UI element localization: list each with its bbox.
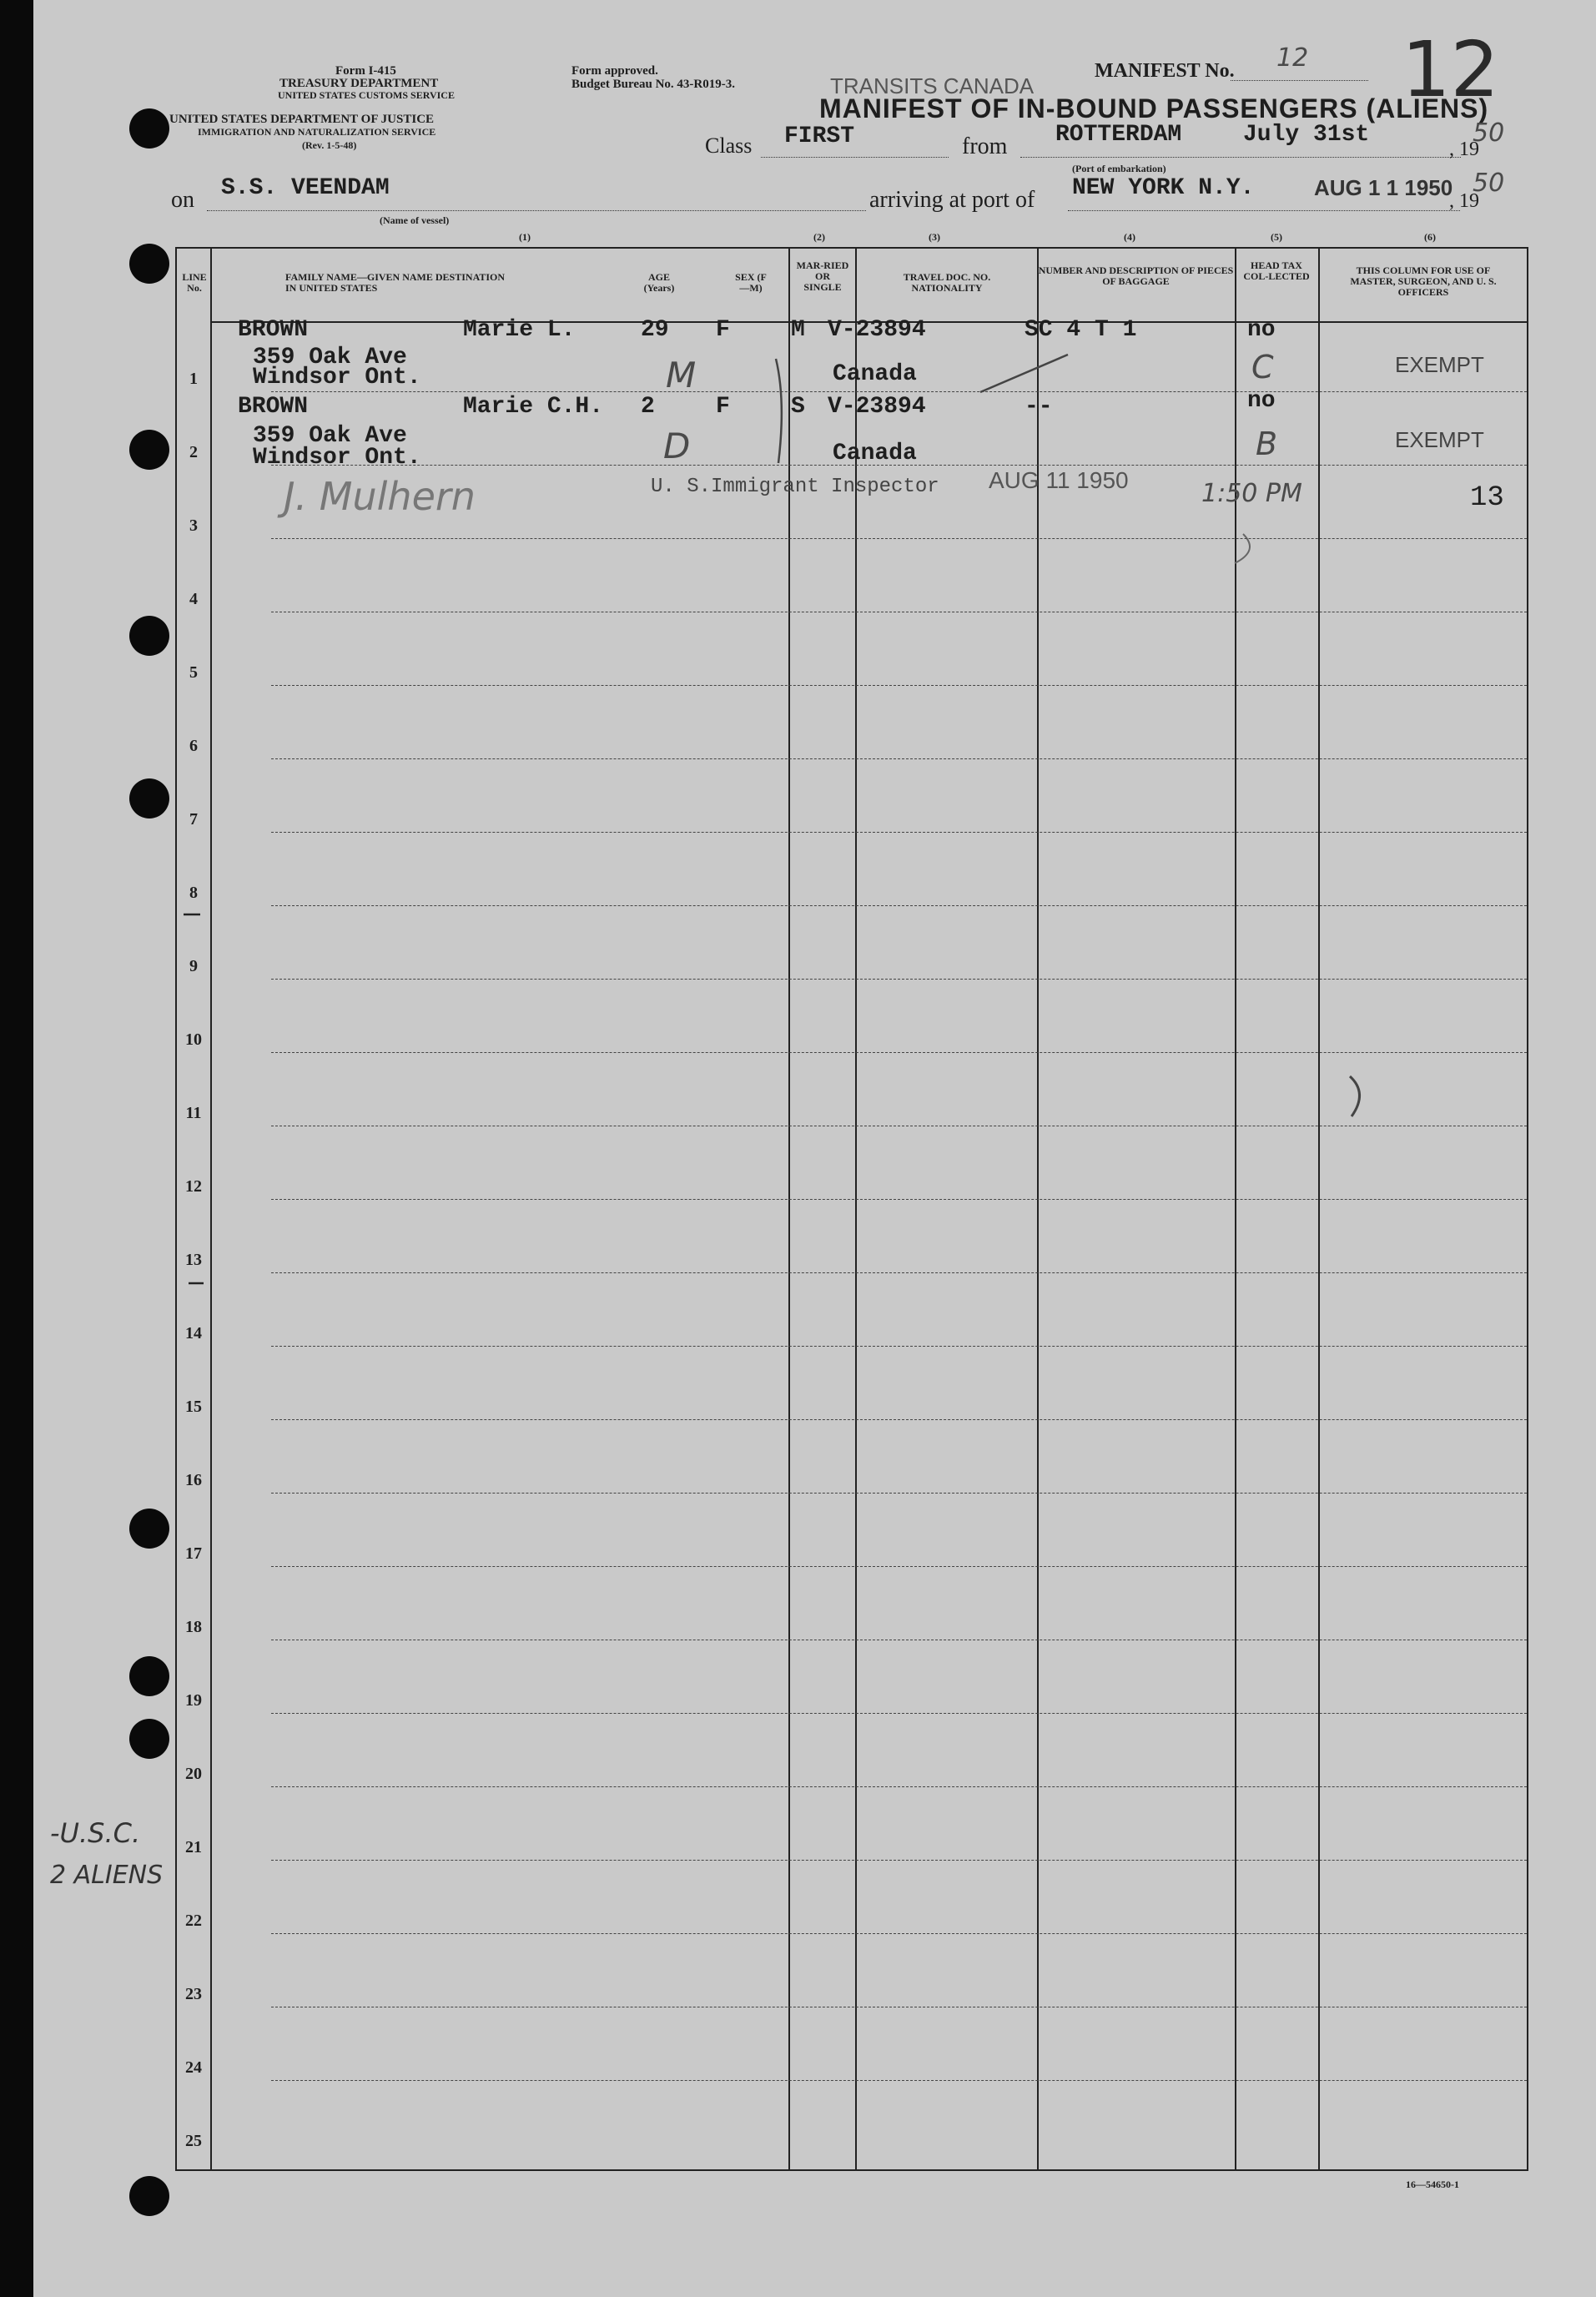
transits-canada-stamp: TRANSITS CANADA [830, 73, 1035, 98]
passenger-1-age: 29 [641, 317, 669, 343]
passenger-2-handwritten-mark: D [663, 426, 691, 466]
row-line [271, 1346, 1527, 1347]
from-value: ROTTERDAM [1055, 122, 1182, 148]
line-number: 25 [185, 2132, 202, 2150]
column-number: (6) [1424, 231, 1436, 243]
passenger-1-head-tax-mark: C [1251, 349, 1274, 385]
header-officers: THIS COLUMN FOR USE OF MASTER, SURGEON, AND U. S. OFFICERS [1350, 264, 1497, 298]
inspector-signature: J. Mulhern [284, 474, 476, 519]
row-line [271, 1272, 1527, 1273]
row-line [271, 2080, 1527, 2081]
line-number: 6 [189, 737, 198, 755]
row-line [271, 979, 1527, 980]
line-number: 17 [185, 1544, 202, 1563]
passenger-2-given-name: Marie C.H. [463, 394, 604, 420]
passenger-1-head-tax: no [1247, 317, 1276, 343]
passenger-2-address-1: 359 Oak Ave [253, 423, 407, 449]
column-number: (3) [929, 231, 940, 243]
line-number: 11 [185, 1104, 202, 1122]
passenger-2-address-2: Windsor Ont. [253, 445, 421, 471]
line-number: 2 [189, 443, 198, 461]
form-revision: (Rev. 1-5-48) [302, 139, 357, 151]
line-number: 10 [185, 1030, 202, 1049]
line-number: 13 [185, 1251, 202, 1269]
header-sex: SEX (F—M) [735, 271, 767, 294]
line-number: 16 [185, 1471, 202, 1489]
line-number: 19 [185, 1691, 202, 1710]
line-number: 21 [185, 1838, 202, 1856]
passenger-2-age: 2 [641, 394, 655, 420]
ins-service: IMMIGRATION AND NATURALIZATION SERVICE [198, 126, 436, 138]
line-number: 8 [189, 884, 198, 902]
passenger-2-travel-doc: V-23894 [828, 394, 926, 420]
passenger-1-nationality: Canada [833, 361, 917, 387]
row-line [271, 1860, 1527, 1861]
column-number: (2) [813, 231, 825, 243]
column-number: (5) [1271, 231, 1282, 243]
manifest-no-value: 12 [1276, 43, 1309, 73]
form-approved: Form approved. [571, 64, 658, 78]
passenger-2-baggage: -- [1025, 394, 1053, 420]
header-line-no: LINE No. [182, 271, 207, 294]
passenger-2-married: S [791, 394, 805, 420]
department-of-justice: UNITED STATES DEPARTMENT OF JUSTICE [169, 113, 435, 126]
on-label: on [171, 187, 194, 213]
passenger-1-baggage: SC 4 T 1 [1025, 317, 1137, 343]
line-number: 20 [185, 1765, 202, 1783]
row-line [271, 1786, 1527, 1787]
line-number: 24 [185, 2058, 202, 2077]
vessel-name: S.S. VEENDAM [221, 175, 390, 201]
arriving-label: arriving at port of [869, 187, 1035, 213]
line-number: 3 [189, 516, 198, 535]
passenger-2-officer-note: EXEMPT [1395, 427, 1484, 452]
budget-bureau: Budget Bureau No. 43-R019-3. [571, 78, 735, 91]
line-number: 22 [185, 1912, 202, 1930]
line-number: 5 [189, 663, 198, 682]
row-line [271, 391, 1527, 392]
form-number: Form I-415 [335, 64, 396, 78]
row-line [271, 1933, 1527, 1934]
row-line [271, 1199, 1527, 1200]
class-value: FIRST [784, 123, 855, 149]
row-line [271, 538, 1527, 539]
line-number: 18 [185, 1618, 202, 1636]
year-prefix-2: , 19 [1449, 190, 1479, 212]
customs-service: UNITED STATES CUSTOMS SERVICE [278, 89, 455, 101]
header-travel-doc: TRAVEL DOC. NO. NATIONALITY [903, 271, 991, 294]
header-age: AGE (Years) [643, 271, 675, 294]
arrival-port: NEW YORK N.Y. [1072, 175, 1255, 201]
vessel-name-caption: (Name of vessel) [380, 214, 450, 226]
line-number: 1 [189, 370, 198, 388]
header-name: FAMILY NAME—GIVEN NAME DESTINATION IN UNITED STATES [285, 271, 506, 294]
port-of-embarkation-caption: (Port of embarkation) [1072, 163, 1166, 174]
header-baggage: NUMBER AND DESCRIPTION OF PIECES OF BAGGAGE [1038, 264, 1234, 287]
year-prefix-1: , 19 [1449, 139, 1479, 160]
arrival-date-stamp: AUG 1 1 1950 [1314, 175, 1453, 200]
row-line [271, 832, 1527, 833]
row-line [271, 1052, 1527, 1053]
passenger-1-travel-doc: V-23894 [828, 317, 926, 343]
class-label: Class [705, 133, 753, 158]
column-number: (1) [519, 231, 531, 243]
passenger-1-sex: F [716, 317, 730, 343]
from-label: from [962, 133, 1008, 159]
manifest-page [33, 0, 1596, 2297]
row-line [271, 465, 1527, 466]
line-number: 9 [189, 957, 198, 975]
manifest-page-number: 12 [1402, 25, 1500, 114]
inspection-date-stamp: AUG 11 1950 [989, 467, 1129, 493]
line-number: 23 [185, 1985, 202, 2003]
passenger-1-officer-note: EXEMPT [1395, 352, 1484, 377]
row-line [271, 1713, 1527, 1714]
line-number: 15 [185, 1398, 202, 1416]
header-married: MAR-RIED OR SINGLE [796, 259, 849, 293]
row-line [271, 758, 1527, 759]
year-value-2: 50 [1473, 169, 1505, 198]
row-line [271, 685, 1527, 686]
passenger-2-head-tax: no [1247, 388, 1276, 414]
passenger-count: 13 [1470, 482, 1504, 514]
passenger-2-nationality: Canada [833, 441, 917, 466]
passenger-2-family-name: BROWN [238, 394, 309, 420]
header-head-tax: HEAD TAX COL-LECTED [1243, 259, 1310, 282]
passenger-2-head-tax-mark: B [1256, 426, 1278, 462]
row-line [271, 1493, 1527, 1494]
passenger-1-married: M [791, 317, 805, 343]
column-number: (4) [1124, 231, 1135, 243]
passenger-1-given-name: Marie L. [463, 317, 576, 343]
inspector-title: U. S.Immigrant Inspector [651, 476, 939, 498]
margin-note-usc: -U.S.C. [50, 1817, 141, 1849]
manifest-title: MANIFEST OF IN-BOUND PASSENGERS (ALIENS) [819, 93, 1489, 123]
margin-note-aliens: 2 ALIENS [50, 1861, 164, 1890]
line-number: 4 [189, 590, 198, 608]
footer-code: 16—54650-1 [1406, 2179, 1459, 2190]
passenger-1-handwritten-mark: M [666, 355, 697, 395]
year-value-1: 50 [1473, 118, 1505, 148]
line-number: 14 [185, 1324, 202, 1342]
manifest-no-label: MANIFEST No. [1095, 60, 1235, 82]
passenger-1-address-2: Windsor Ont. [253, 365, 421, 390]
passenger-2-sex: F [716, 394, 730, 420]
line-number: 12 [185, 1177, 202, 1196]
treasury-department: TREASURY DEPARTMENT [279, 77, 439, 90]
handwritten-marks [33, 0, 1596, 2297]
passenger-1-address-1: 359 Oak Ave [253, 345, 407, 370]
departure-date: July 31st [1243, 122, 1370, 148]
row-line [271, 1566, 1527, 1567]
line-number: 7 [189, 810, 198, 829]
passenger-1-family-name: BROWN [238, 317, 309, 343]
row-line [271, 905, 1527, 906]
inspection-time: 1:50 PM [1201, 479, 1302, 508]
row-line [271, 1419, 1527, 1420]
